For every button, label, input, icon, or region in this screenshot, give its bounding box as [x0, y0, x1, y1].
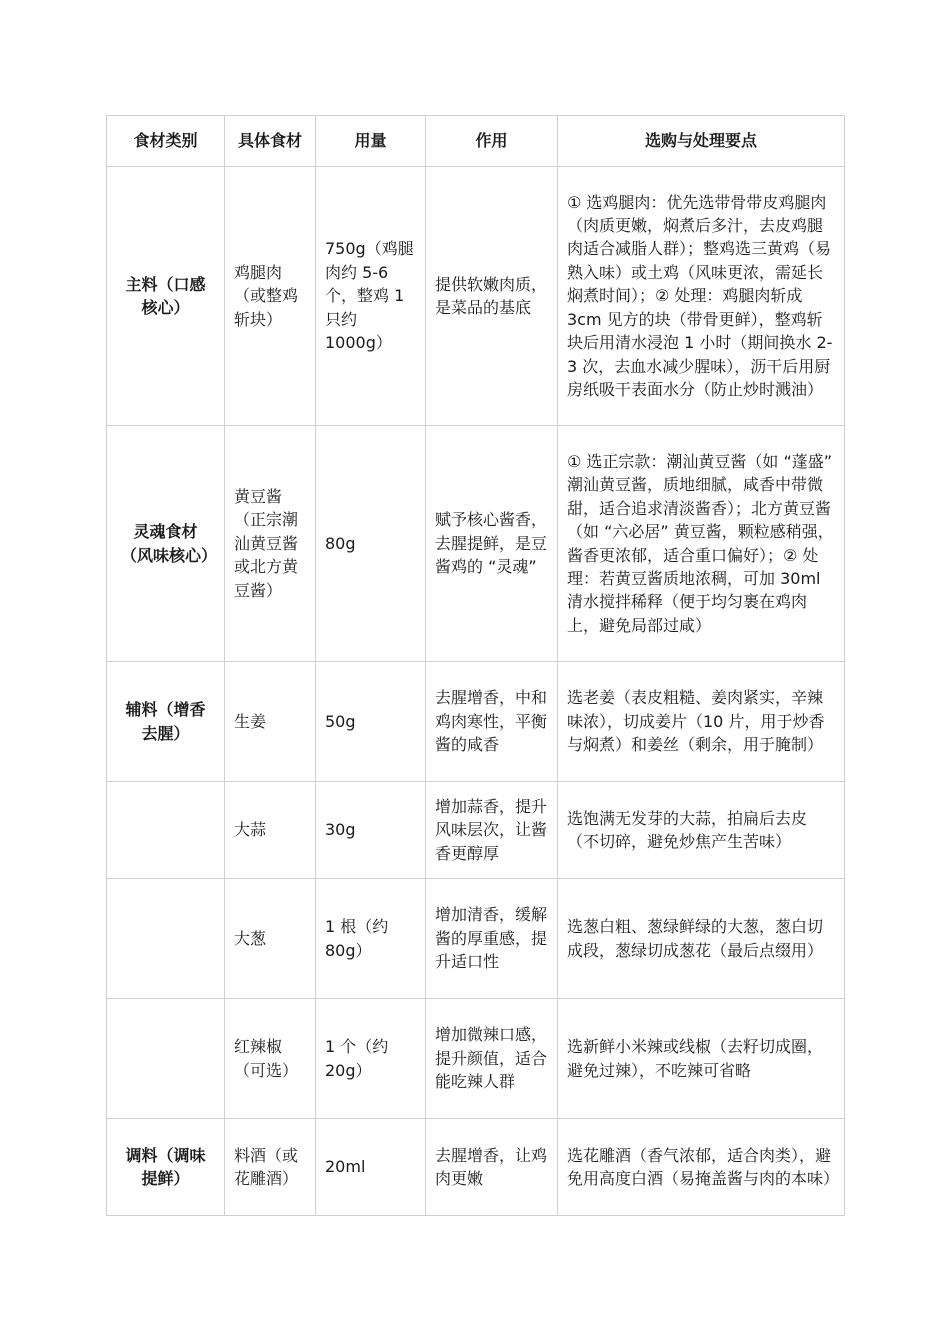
- tips-cell: 选花雕酒（香气浓郁，适合肉类），避免用高度白酒（易掩盖酱与肉的本味）: [558, 1119, 845, 1216]
- ingredient-cell: 大蒜: [225, 782, 316, 879]
- header-ingredient: 具体食材: [225, 116, 316, 167]
- purpose-cell: 提供软嫩肉质，是菜品的基底: [426, 167, 558, 426]
- tips-cell: 选老姜（表皮粗糙、姜肉紧实，辛辣味浓），切成姜片（10 片，用于炒香与焖煮）和姜丝（剩余，用于腌制）: [558, 662, 845, 782]
- purpose-cell: 增加微辣口感，提升颜值，适合能吃辣人群: [426, 999, 558, 1119]
- purpose-cell: 赋予核心酱香，去腥提鲜，是豆酱鸡的 “灵魂”: [426, 426, 558, 662]
- table-row: [107, 879, 845, 999]
- category-cell: 辅料（增香去腥）: [107, 662, 225, 782]
- amount-cell: 1 根（约 80g）: [316, 879, 426, 999]
- table-row: [107, 782, 845, 879]
- tips-cell: ① 选正宗款：潮汕黄豆酱（如 “蓬盛” 潮汕黄豆酱，质地细腻，咸香中带微甜，适合追求清淡酱香）；北方黄豆酱（如 “六必居” 黄豆酱，颗粒感稍强，酱香更浓郁，适合重口偏好）；② 处理：若黄豆酱质地浓稠，可加 30ml 清水搅拌稀释（便于均匀裹在鸡肉上，避免局部过咸）: [558, 426, 845, 662]
- table-row: [107, 662, 845, 782]
- tips-cell: ① 选鸡腿肉：优先选带骨带皮鸡腿肉（肉质更嫩，焖煮后多汁，去皮鸡腿肉适合减脂人群）；整鸡选三黄鸡（易熟入味）或土鸡（风味更浓，需延长焖煮时间）；② 处理：鸡腿肉斩成 3cm 见方的块（带骨更鲜），整鸡斩块后用清水浸泡 1 小时（期间换水 2-3 次，去血水减少腥味），沥干后用厨房纸吸干表面水分（防止炒时溅油）: [558, 167, 845, 426]
- purpose-cell: 去腥增香，让鸡肉更嫩: [426, 1119, 558, 1216]
- category-cell: 灵魂食材（风味核心）: [107, 426, 225, 662]
- amount-cell: 750g（鸡腿肉约 5-6 个，整鸡 1 只约 1000g）: [316, 167, 426, 426]
- amount-cell: 1 个（约 20g）: [316, 999, 426, 1119]
- ingredient-cell: 黄豆酱（正宗潮汕黄豆酱或北方黄豆酱）: [225, 426, 316, 662]
- amount-cell: 50g: [316, 662, 426, 782]
- header-purpose: 作用: [426, 116, 558, 167]
- purpose-cell: 增加清香，缓解酱的厚重感，提升适口性: [426, 879, 558, 999]
- ingredient-cell: 红辣椒（可选）: [225, 999, 316, 1119]
- ingredient-cell: 鸡腿肉（或整鸡斩块）: [225, 167, 316, 426]
- purpose-cell: 去腥增香，中和鸡肉寒性，平衡酱的咸香: [426, 662, 558, 782]
- tips-cell: 选葱白粗、葱绿鲜绿的大葱，葱白切成段，葱绿切成葱花（最后点缀用）: [558, 879, 845, 999]
- tips-cell: 选饱满无发芽的大蒜，拍扁后去皮（不切碎，避免炒焦产生苦味）: [558, 782, 845, 879]
- header-amount: 用量: [316, 116, 426, 167]
- category-cell: 调料（调味提鲜）: [107, 1119, 225, 1216]
- table-row: [107, 999, 845, 1119]
- table-row: [107, 426, 845, 662]
- amount-cell: 20ml: [316, 1119, 426, 1216]
- category-cell: [107, 999, 225, 1119]
- tips-cell: 选新鲜小米辣或线椒（去籽切成圈，避免过辣），不吃辣可省略: [558, 999, 845, 1119]
- category-cell: [107, 782, 225, 879]
- purpose-cell: 增加蒜香，提升风味层次，让酱香更醇厚: [426, 782, 558, 879]
- header-tips: 选购与处理要点: [558, 116, 845, 167]
- category-cell: 主料（口感核心）: [107, 167, 225, 426]
- ingredient-cell: 生姜: [225, 662, 316, 782]
- amount-cell: 80g: [316, 426, 426, 662]
- amount-cell: 30g: [316, 782, 426, 879]
- ingredients-table: [106, 115, 845, 1216]
- table-row: [107, 1119, 845, 1216]
- header-category: 食材类别: [107, 116, 225, 167]
- category-cell: [107, 879, 225, 999]
- table-row: [107, 167, 845, 426]
- ingredient-cell: 料酒（或花雕酒）: [225, 1119, 316, 1216]
- table-header-row: [107, 116, 845, 167]
- ingredient-cell: 大葱: [225, 879, 316, 999]
